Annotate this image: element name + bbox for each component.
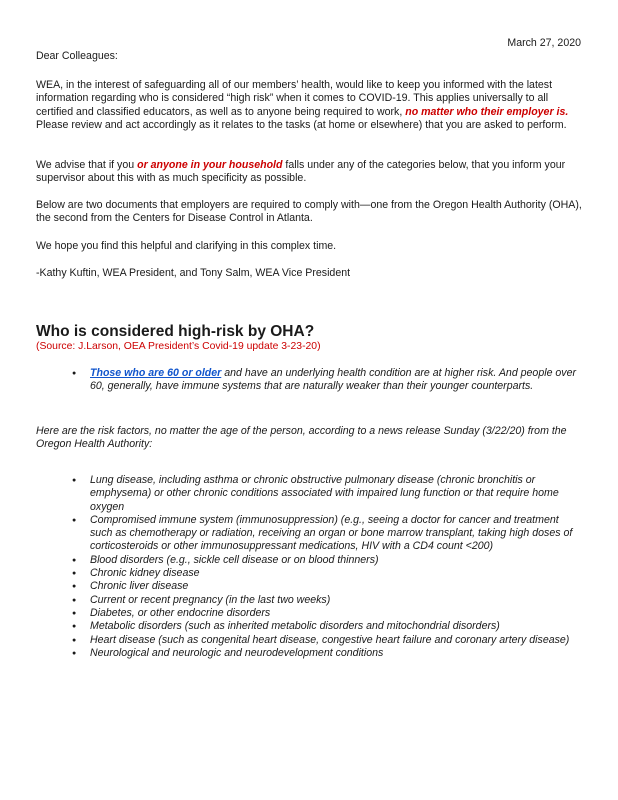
paragraph-household-advice xyxy=(36,159,582,186)
list-item: ● Compromised immune system (immunosuppression) (e.g., seeing a doctor for cancer and treatment such as chemotherapy or radiation, receiving an organ or bone marrow transplant, taking high doses of corticosteroids or other immunosuppressant medications, HIV with a CD4 count <200) xyxy=(72,514,582,554)
list-item: ● Diabetes, or other endocrine disorders xyxy=(72,607,582,620)
list-item: ● Neurological and neurologic and neurodevelopment conditions xyxy=(72,647,582,660)
list-item: ● Lung disease, including asthma or chronic obstructive pulmonary disease (chronic bronchitis or emphysema) or other chronic conditions associated with impaired lung function or that require home oxygen xyxy=(72,474,582,514)
emphasis-employer: no matter who their employer is. xyxy=(405,105,569,118)
signature: -Kathy Kuftin, WEA President, and Tony Salm, WEA Vice President xyxy=(36,267,351,279)
paragraph-text: We advise that if you xyxy=(36,159,138,171)
paragraph-text: WEA, in the interest of safeguarding all of our members’ health, would like to keep you informed with the latest information regarding who is considered “high risk” when it comes to COVID-19. This applies universally to all certified and classified educators, as well as to anyone being required to work, xyxy=(36,79,553,118)
risk-factors-list xyxy=(72,474,582,660)
list-item: ● Heart disease (such as congenital heart disease, congestive heart failure and coronary artery disease) xyxy=(72,634,582,647)
salutation: Dear Colleagues: xyxy=(36,50,118,62)
list-item: ● Blood disorders (e.g., sickle cell disease or on blood thinners) xyxy=(72,554,582,567)
age-bullet-list xyxy=(72,367,582,394)
section-heading: Who is considered high-risk by OHA? xyxy=(36,323,315,340)
list-item: ● Current or recent pregnancy (in the last two weeks) xyxy=(72,594,582,607)
risk-factors-intro: Here are the risk factors, no matter the age of the person, according to a news release Sunday (3/22/20) from the Oregon Health Authority: xyxy=(36,425,567,451)
paragraph-text: falls under any of the categories below, that you inform your supervisor about this with as much specificity as possible. xyxy=(36,159,566,185)
list-item: ● Metabolic disorders (such as inherited metabolic disorders and mitochondrial disorders) xyxy=(72,620,582,633)
list-item-text: and have an underlying health condition are at higher risk. And people over 60, generally, have immune systems that are naturally weaker than their younger counterparts. xyxy=(90,367,577,393)
paragraph-hope: We hope you find this helpful and clarifying in this complex time. xyxy=(36,240,337,252)
age-link[interactable]: Those who are 60 or older xyxy=(90,367,222,379)
list-item: ● Chronic liver disease xyxy=(72,580,582,593)
section-source: (Source: J.Larson, OEA President’s Covid-19 update 3-23-20) xyxy=(36,341,321,352)
emphasis-household: or anyone in your household xyxy=(137,159,283,171)
paragraph-high-risk-info xyxy=(36,79,582,133)
list-item: ● Chronic kidney disease xyxy=(72,567,582,580)
letter-date: March 27, 2020 xyxy=(507,37,581,49)
paragraph-text: Please review and act accordingly as it relates to the tasks (at home or elsewhere) that you are asked to perform. xyxy=(36,119,567,132)
paragraph-documents: Below are two documents that employers are required to comply with—one from the Oregon Health Authority (OHA), the second from the Centers for Disease Control in Atlanta. xyxy=(36,199,582,225)
list-item xyxy=(72,367,582,394)
